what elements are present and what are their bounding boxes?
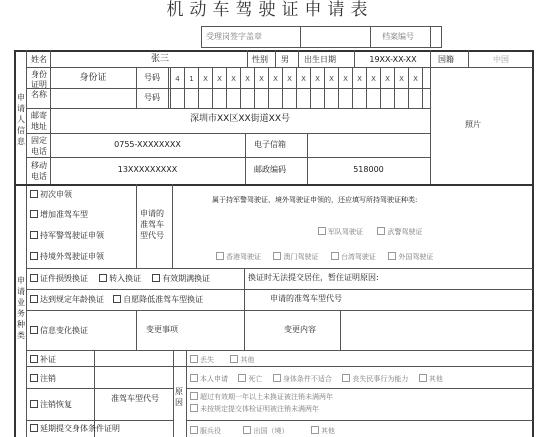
- checkbox-icon[interactable]: [318, 227, 326, 235]
- id-digit[interactable]: X: [357, 75, 362, 83]
- gender-label: 性别: [252, 55, 268, 64]
- id-cell-divider: [380, 67, 381, 108]
- change-item-label: 变更事项: [146, 325, 178, 334]
- id-digit[interactable]: X: [371, 75, 376, 83]
- id-cell-divider: [282, 67, 283, 108]
- id-cell-divider: [198, 67, 199, 108]
- archive-no-label: 档案编号: [382, 32, 414, 41]
- renew-damage-option[interactable]: 证件损毁换证: [30, 274, 88, 283]
- checkbox-icon: [30, 231, 38, 239]
- extend-option[interactable]: 延期提交身体条件证明: [30, 424, 120, 433]
- id-cell-divider: [184, 67, 185, 108]
- restore-reason-2[interactable]: 未按规定提交体检证明被注销未满两年: [190, 404, 319, 413]
- form-title: 机动车驾驶证申请表: [166, 0, 374, 20]
- info-change-option[interactable]: 信息变化换证: [30, 326, 88, 335]
- license-types-row2: 香港驾驶证 澳门驾驶证 台湾驾驶证 外国驾驶证: [216, 252, 433, 261]
- id-cell-divider: [170, 67, 171, 108]
- reissue-reasons: 丢失 其他: [190, 355, 254, 364]
- postcode-label: 邮政编码: [254, 165, 286, 174]
- checkbox-icon: [30, 424, 38, 432]
- id-digit[interactable]: X: [413, 75, 418, 83]
- checkbox-icon[interactable]: [342, 374, 350, 382]
- checkbox-icon: [30, 252, 38, 260]
- renew-note: 换证时无法提交居住，暂住证明原因:: [248, 273, 379, 282]
- id-digit[interactable]: X: [231, 75, 236, 83]
- id-digit[interactable]: 4: [175, 75, 180, 83]
- checkbox-icon[interactable]: [273, 252, 281, 260]
- nationality-value[interactable]: 中国: [493, 55, 509, 64]
- restore-option[interactable]: 注销恢复: [30, 400, 72, 409]
- id-cell-divider: [254, 67, 255, 108]
- id-digit[interactable]: X: [259, 75, 264, 83]
- id-digit[interactable]: X: [217, 75, 222, 83]
- checkbox-icon[interactable]: [190, 355, 198, 363]
- overseas-license-option[interactable]: 持境外驾驶证申领: [30, 252, 104, 261]
- mobile-value[interactable]: 13XXXXXXXXX: [117, 165, 178, 174]
- change-content-label: 变更内容: [284, 325, 316, 334]
- id-cell-divider: [324, 67, 325, 108]
- id-digit[interactable]: X: [385, 75, 390, 83]
- photo-label: 照片: [465, 120, 481, 129]
- number-label: 号码: [144, 73, 160, 82]
- id-digit[interactable]: X: [399, 75, 404, 83]
- id-doc-value[interactable]: 身份证: [79, 73, 107, 83]
- id-digit[interactable]: X: [329, 75, 334, 83]
- id-cell-divider: [268, 67, 269, 108]
- checkbox-icon: [113, 295, 121, 303]
- id-digit[interactable]: X: [273, 75, 278, 83]
- id-cell-divider: [352, 67, 353, 108]
- receiver-signature-label: 受理岗签字盖章: [206, 32, 262, 41]
- id-digit[interactable]: X: [287, 75, 292, 83]
- number-label-2: 号码: [144, 93, 160, 102]
- add-class-option[interactable]: 增加准驾车型: [30, 210, 88, 219]
- renew-transfer-option[interactable]: 转入换证: [99, 274, 141, 283]
- class-code-label: 申请的准驾车型代号: [140, 209, 164, 240]
- checkbox-icon[interactable]: [388, 252, 396, 260]
- email-label: 电子信箱: [254, 140, 286, 149]
- renew-class-label: 申请的准驾车型代号: [270, 294, 342, 303]
- id-digit[interactable]: 1: [189, 75, 194, 83]
- checkbox-icon[interactable]: [243, 426, 251, 434]
- checkbox-icon: [30, 400, 38, 408]
- id-doc-label: 身份证明名称: [31, 70, 47, 99]
- dob-value[interactable]: 19XX-XX-XX: [369, 55, 417, 64]
- id-digit[interactable]: X: [203, 75, 208, 83]
- checkbox-icon[interactable]: [230, 355, 238, 363]
- address-label: 邮寄地址: [31, 111, 47, 131]
- renew-options-row2: [30, 295, 203, 304]
- name-value[interactable]: 张三: [150, 54, 169, 64]
- id-digit[interactable]: X: [245, 75, 250, 83]
- id-digit[interactable]: X: [315, 75, 320, 83]
- extend-reasons: 服兵役 出国（境） 其他: [190, 426, 335, 435]
- restore-class-label: 准驾车型代号: [111, 394, 159, 403]
- renew-downgrade-option[interactable]: 自愿降低准驾车型换证: [113, 295, 203, 304]
- checkbox-icon[interactable]: [216, 252, 224, 260]
- phone-value[interactable]: 0755-XXXXXXXX: [114, 140, 181, 149]
- cancel-reasons: 本人申请 死亡 身体条件不适合 丧失民事行为能力 其他: [190, 374, 443, 383]
- checkbox-icon[interactable]: [377, 227, 385, 235]
- checkbox-icon: [30, 190, 38, 198]
- checkbox-icon: [30, 295, 38, 303]
- id-digit[interactable]: X: [343, 75, 348, 83]
- initial-application-option[interactable]: 初次申领: [30, 190, 72, 199]
- id-cell-divider: [296, 67, 297, 108]
- id-cell-divider: [394, 67, 395, 108]
- checkbox-icon[interactable]: [238, 374, 246, 382]
- business-section-label: 申请业务种类: [17, 276, 25, 340]
- mobile-label: 移动电话: [31, 161, 47, 181]
- dob-label: 出生日期: [304, 55, 336, 64]
- cancel-option[interactable]: 注销: [30, 374, 56, 383]
- reason-label: 原因: [175, 387, 183, 407]
- postcode-value[interactable]: 518000: [353, 165, 384, 174]
- renew-age-option[interactable]: 达到规定年龄换证: [30, 295, 104, 304]
- checkbox-icon: [30, 274, 38, 282]
- reissue-option[interactable]: 补证: [30, 355, 56, 364]
- address-value[interactable]: 深圳市XX区XX街道XX号: [190, 114, 290, 124]
- checkbox-icon[interactable]: [190, 426, 198, 434]
- checkbox-icon[interactable]: [190, 374, 198, 382]
- id-cell-divider: [366, 67, 367, 108]
- checkbox-icon[interactable]: [311, 426, 319, 434]
- checkbox-icon: [30, 374, 38, 382]
- checkbox-icon: [30, 210, 38, 218]
- renew-options-row1: [30, 274, 210, 283]
- checkbox-icon[interactable]: [273, 374, 281, 382]
- military-note: 属于持军警驾驶证、境外驾驶证申领的，还应填写所持驾驶证种类:: [212, 196, 418, 204]
- checkbox-icon: [190, 392, 198, 400]
- checkbox-icon: [190, 404, 198, 412]
- checkbox-icon[interactable]: [331, 252, 339, 260]
- nationality-label: 国籍: [438, 55, 454, 64]
- id-cell-divider: [408, 67, 409, 108]
- id-cell-divider: [338, 67, 339, 108]
- checkbox-icon[interactable]: [419, 374, 427, 382]
- applicant-section-label: 申请人信息: [17, 93, 25, 146]
- id-digit[interactable]: X: [301, 75, 306, 83]
- military-license-option[interactable]: 持军警驾驶证申领: [30, 231, 104, 240]
- phone-label: 固定电话: [31, 136, 47, 156]
- checkbox-icon: [30, 355, 38, 363]
- id-cell-divider: [310, 67, 311, 108]
- id-cell-divider: [226, 67, 227, 108]
- id-cell-divider: [422, 67, 423, 108]
- checkbox-icon: [30, 326, 38, 334]
- checkbox-icon: [99, 274, 107, 282]
- license-types-row1: 军队驾驶证 武警驾驶证: [318, 227, 422, 236]
- id-cell-divider: [240, 67, 241, 108]
- id-cell-divider: [212, 67, 213, 108]
- renew-expiry-option[interactable]: 有效期满换证: [152, 274, 210, 283]
- restore-reason-1[interactable]: 超过有效期一年以上未换证被注销未满两年: [190, 392, 333, 401]
- gender-value[interactable]: 男: [281, 55, 289, 64]
- checkbox-icon: [152, 274, 160, 282]
- name-label: 姓名: [31, 55, 47, 64]
